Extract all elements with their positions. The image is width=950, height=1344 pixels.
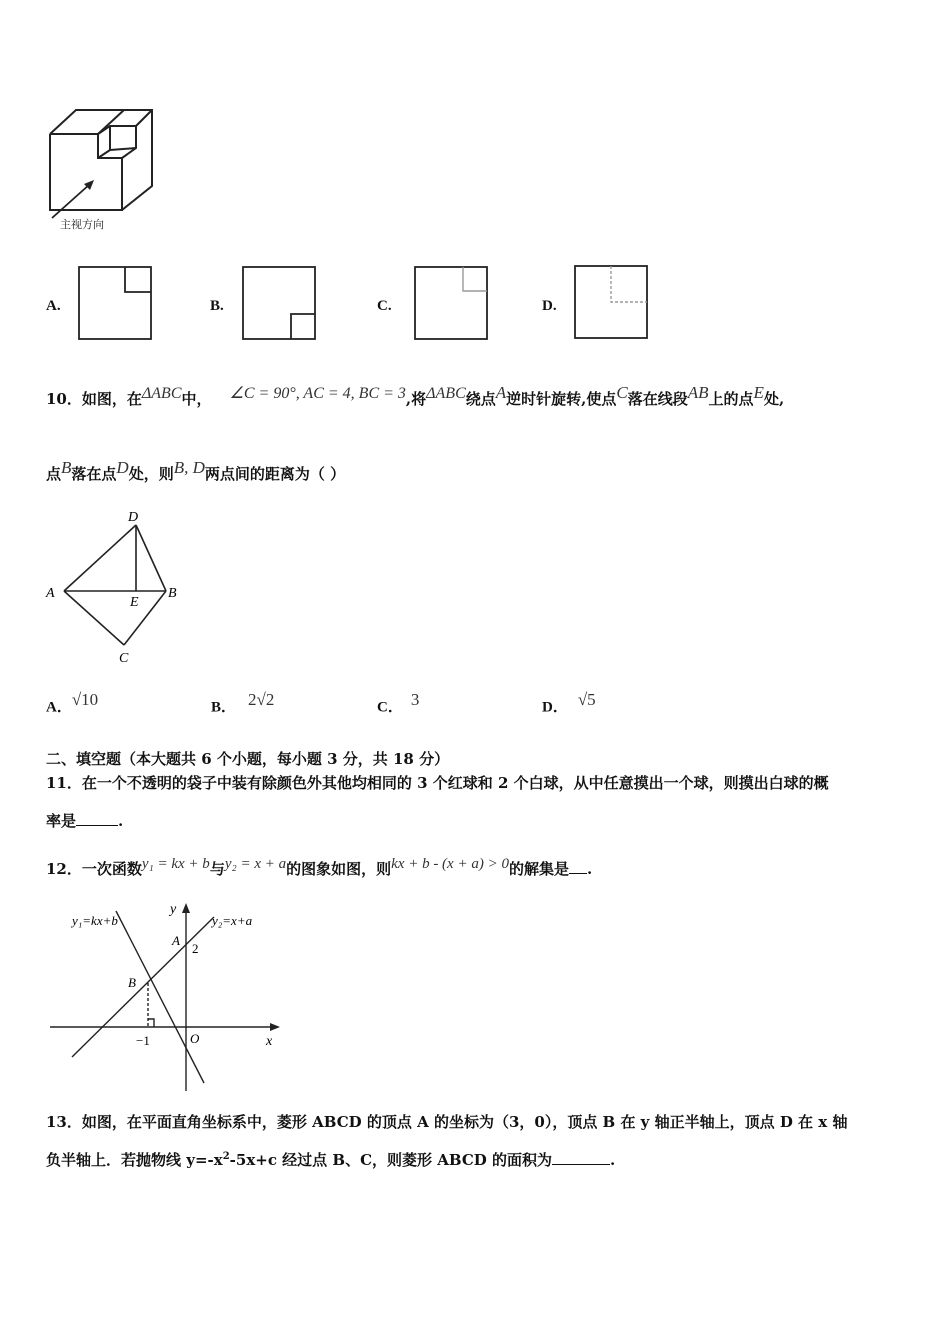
q10-label-a: A bbox=[46, 586, 55, 601]
q10-option-d: D． $^{√5}$ bbox=[542, 690, 596, 716]
q11-answer-blank[interactable] bbox=[76, 811, 118, 826]
q12-stem: 12．一次函数$^{y_1 = kx + b}$与$^{y_2 = x + a}$的图象如图，则$^{kx + b - (x + a) > 0}$的解集是 . bbox=[46, 856, 593, 878]
q10-rotation-figure bbox=[40, 505, 190, 665]
q12-label-point-b: B bbox=[128, 975, 136, 990]
q11-stem-line-2: 率是 . bbox=[46, 812, 124, 830]
q10-label-d: D bbox=[128, 510, 139, 525]
q9-option-b-figure bbox=[242, 266, 318, 342]
q10-label-e: E bbox=[130, 595, 139, 610]
q12-label-line1: y₁=kx+b bbox=[72, 913, 118, 928]
q13-stem-line-1: 13．如图，在平面直角坐标系中，菱形 ABCD 的顶点 A 的坐标为（3，0），顶点 B 在 y 轴正半轴上，顶点 D 在 x 轴 bbox=[46, 1113, 848, 1131]
section-2-title: 二、填空题（本大题共 6 个小题，每小题 3 分，共 18 分） bbox=[46, 750, 450, 768]
q9-option-c-figure bbox=[414, 266, 490, 342]
q12-label-line2: y₂=x+a bbox=[212, 913, 253, 928]
q9-solid-figure bbox=[40, 100, 170, 240]
q9-option-d-figure bbox=[574, 265, 650, 341]
q10-option-b: B． $^{2√2}$ bbox=[211, 690, 275, 716]
q10-label-c: C bbox=[119, 651, 129, 665]
q13-stem-line-2: 负半轴上．若抛物线 $y=-x^2-5x+c$ 经过点 B、C，则菱形 ABCD 的面积为 . bbox=[46, 1151, 616, 1169]
q12-x-axis-arrow-icon bbox=[270, 1023, 280, 1031]
q13-answer-blank[interactable] bbox=[552, 1150, 610, 1165]
q9-option-c-label: C. bbox=[377, 298, 392, 314]
q10-option-a: A．$^{√10}$ bbox=[46, 690, 99, 716]
q10-label-b: B bbox=[168, 586, 177, 601]
q12-label-y-axis: y bbox=[170, 902, 177, 917]
q9-option-d-label: D. bbox=[542, 298, 557, 314]
q9-option-a-label: A. bbox=[46, 298, 61, 314]
q9-option-a-figure bbox=[78, 266, 154, 342]
q10-option-c: C． $^3$ bbox=[377, 690, 420, 716]
q12-y-axis-arrow-icon bbox=[182, 903, 190, 913]
q10-stem-line-2: 点$^B$落在点$^D$处，则$^{B, D}$两点间的距离为（ ） bbox=[46, 458, 346, 483]
q12-graph bbox=[40, 895, 290, 1100]
q12-label-tick-2: 2 bbox=[192, 941, 199, 956]
q12-label-point-a: A bbox=[172, 933, 180, 948]
q12-label-origin: O bbox=[190, 1031, 200, 1046]
q12-label-x-axis: x bbox=[266, 1034, 273, 1049]
q12-label-tick-neg1: −1 bbox=[136, 1033, 150, 1048]
q11-stem-line-1: 11．在一个不透明的袋子中装有除颜色外其他均相同的 3 个红球和 2 个白球，从中任意摸出一个球，则摸出白球的概 bbox=[46, 774, 829, 792]
q10-stem-line-1: 10．如图，在$^{\Delta ABC}$中， $^{\angle C = 90^\circ, AC = 4, BC = 3}$,将$^{\Delta ABC}$绕点$^A$逆时针旋转,使点$^C$落在线段$^{AB}$上的点$^E$处, bbox=[46, 383, 785, 408]
q9-option-b-label: B. bbox=[210, 298, 224, 314]
q12-answer-blank[interactable] bbox=[569, 859, 587, 874]
q9-view-direction-caption: 主视方向 bbox=[60, 219, 104, 231]
